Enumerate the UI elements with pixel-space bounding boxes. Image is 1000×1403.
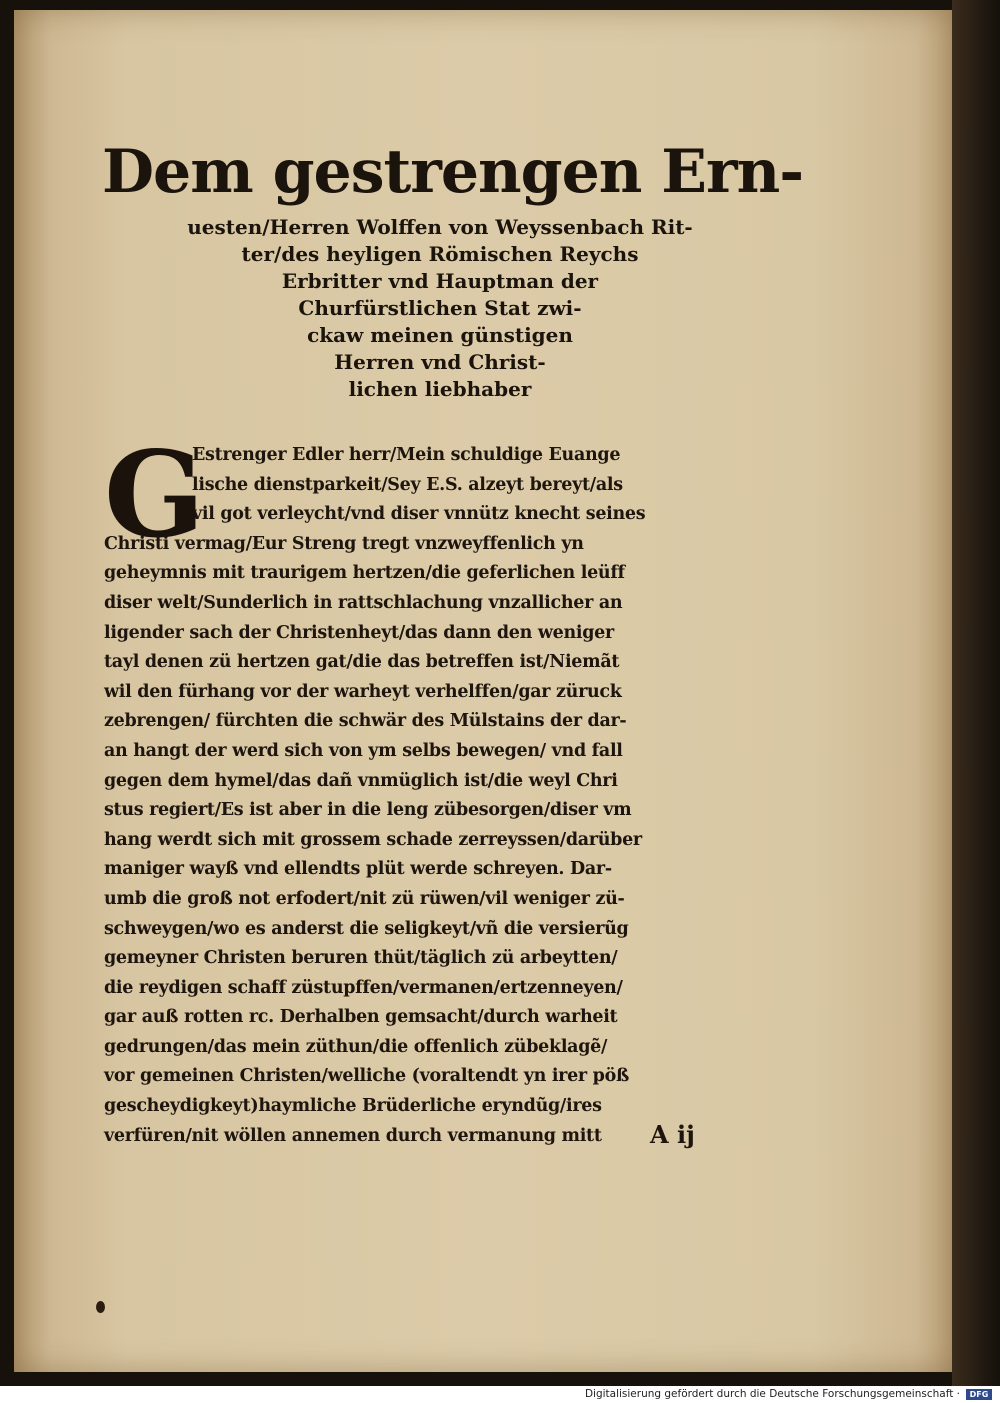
text-line: stus regiert/Es ist aber in die leng zübesorgen/diser vm bbox=[104, 800, 632, 821]
heading-line-7: lichen liebhaber bbox=[348, 377, 532, 401]
heading-line-1: uesten/Herren Wolffen von Weyssenbach Rit- bbox=[187, 215, 693, 239]
text-line: Christi vermag/Eur Streng tregt vnzweyffenlich yn bbox=[104, 533, 584, 554]
text-line: an hangt der werd sich von ym selbs bewegen/ vnd fall bbox=[104, 740, 623, 761]
dedication-heading bbox=[100, 130, 804, 403]
heading-title: Dem gestrengen Ern- bbox=[102, 137, 804, 207]
text-line: tayl denen zü hertzen gat/die das betreffen ist/Niemãt bbox=[104, 652, 620, 673]
text-line: maniger wayß vnd ellendts plüt werde schreyen. Dar- bbox=[104, 859, 612, 880]
text-line: verfüren/nit wöllen annemen durch vermanung mitt bbox=[104, 1125, 602, 1146]
page-edge-shadow bbox=[952, 0, 1000, 1386]
text-line: umb die groß not erfodert/nit zü rüwen/vil weniger zü- bbox=[104, 888, 625, 909]
text-line: gemeyner Christen beruren thüt/täglich zü arbeytten/ bbox=[104, 948, 618, 969]
text-line: geheymnis mit traurigem hertzen/die geferlichen leüff bbox=[104, 563, 625, 584]
text-line: zebrengen/ fürchten die schwär des Mülstains der dar- bbox=[104, 711, 627, 732]
signature-mark: A ij bbox=[650, 1120, 695, 1149]
body-text bbox=[104, 425, 764, 1151]
text-line: gescheydigkeyt)haymliche Brüderliche eryndũg/ires bbox=[104, 1096, 602, 1117]
heading-line-4: Churfürstlichen Stat zwi- bbox=[298, 296, 582, 320]
drop-cap: G bbox=[104, 425, 205, 564]
text-line: vil got verleycht/vnd diser vnnütz knecht seines bbox=[192, 504, 646, 525]
heading-line-6: Herren vnd Christ- bbox=[334, 350, 546, 374]
heading-line-3: Erbritter vnd Hauptman der bbox=[281, 269, 599, 293]
text-line: schweygen/wo es anderst die seligkeyt/vñ die versierũg bbox=[104, 918, 629, 939]
text-line: diser welt/Sunderlich in rattschlachung vnzallicher an bbox=[104, 592, 623, 613]
text-line: lische dienstparkeit/Sey E.S. alzeyt bereyt/als bbox=[192, 474, 623, 495]
heading-line-2: ter/des heyligen Römischen Reychs bbox=[241, 242, 639, 266]
heading-line-5: ckaw meinen günstigen bbox=[307, 323, 573, 347]
text-line: gar auß rotten rc. Derhalben gemsacht/durch warheit bbox=[104, 1007, 618, 1028]
dfg-logo: DFG bbox=[966, 1389, 992, 1400]
text-line: gedrungen/das mein züthun/die offenlich zübeklagẽ/ bbox=[104, 1036, 608, 1057]
text-line: ligender sach der Christenheyt/das dann den weniger bbox=[104, 622, 614, 643]
footer-bar bbox=[0, 1386, 1000, 1403]
text-line: wil den fürhang vor der warheyt verhelffen/gar züruck bbox=[104, 681, 622, 702]
text-line: vor gemeinen Christen/welliche (voraltendt yn irer pöß bbox=[104, 1066, 629, 1087]
text-line: hang werdt sich mit grossem schade zerreyssen/darüber bbox=[104, 829, 642, 850]
text-line: die reydigen schaff züstupffen/vermanen/ertzenneyen/ bbox=[104, 977, 623, 998]
ink-spot bbox=[96, 1301, 105, 1313]
funding-notice: Digitalisierung gefördert durch die Deutsche Forschungsgemeinschaft · bbox=[584, 1388, 960, 1400]
text-line: gegen dem hymel/das dañ vnmüglich ist/die weyl Chri bbox=[104, 770, 618, 791]
text-line: Estrenger Edler herr/Mein schuldige Euange bbox=[192, 445, 621, 465]
